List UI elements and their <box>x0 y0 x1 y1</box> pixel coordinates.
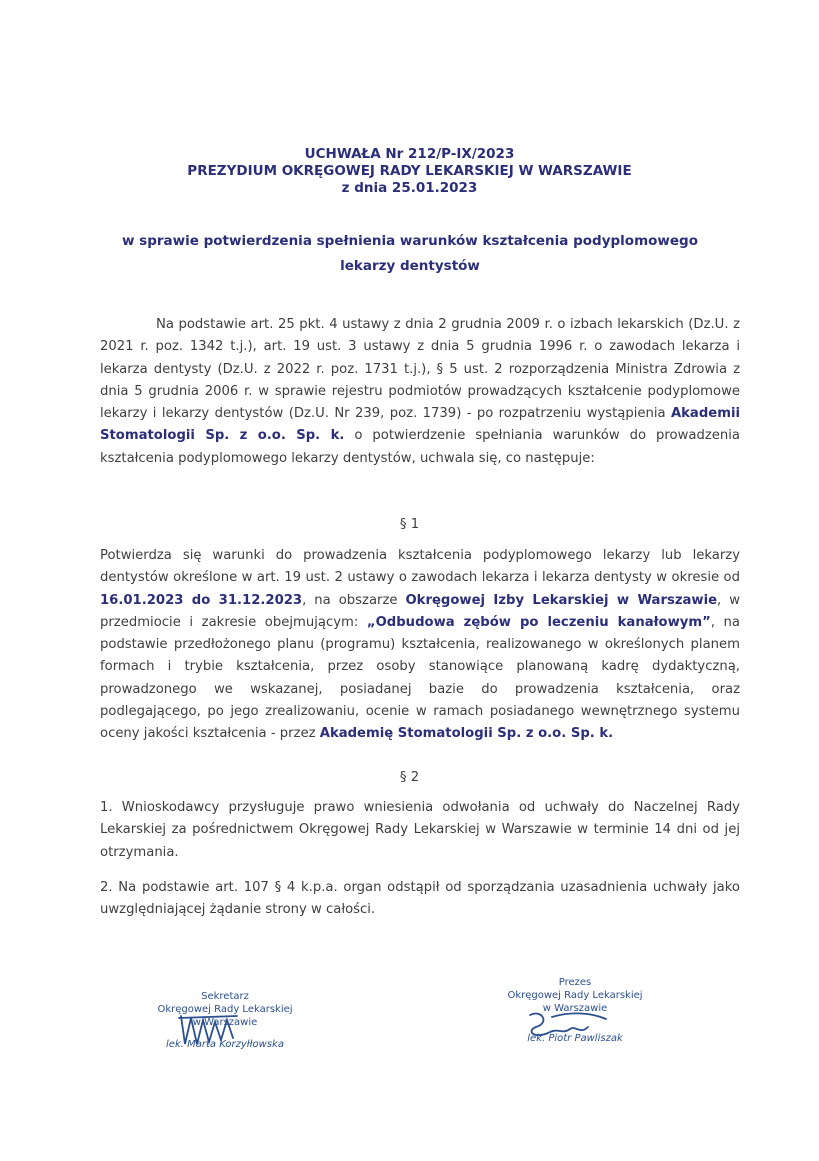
area-name: Okręgowej Izby Lekarskiej w Warszawie <box>405 592 718 608</box>
section-2-item-2: 2. Na podstawie art. 107 § 4 k.p.a. organ odstąpił od sporządzania uzasadnienia uchwały jako uwzględniającej żądanie strony w całości. <box>100 880 740 918</box>
applicant-name: Akademii Stomatologii Sp. z o.o. Sp. k. <box>100 406 740 444</box>
president-body-2: w Warszawie <box>542 1003 608 1014</box>
secretary-name: lek. Marta Korzyłłowska <box>166 1039 284 1050</box>
secretary-handwritten-signature <box>175 1010 255 1050</box>
s1-text-4: , na podstawie przedłożonego planu (programu) kształcenia, realizowanego w określonych planem formach i trybie kształcenia, przez osoby stanowiące planowaną kadrę dydaktyczną, prowadzonego we wskazanej, posiadanej bazie do prowadzenia kształcenia, oraz podlegającego, po jego zrealizowaniu, ocenie w ramach posiadanego wewnętrznego systemu oceny jakości kształcenia - przez <box>100 614 740 742</box>
president-role: Prezes <box>558 977 592 988</box>
resolution-number: UCHWAŁA Nr 212/P-IX/2023 <box>304 146 515 162</box>
secretary-body-2: w Warszawie <box>192 1017 258 1028</box>
provider-name: Akademię Stomatologii Sp. z o.o. Sp. k. <box>319 726 614 742</box>
intro-text-1: Na podstawie art. 25 pkt. 4 ustawy z dnia 2 grudnia 2009 r. o izbach lekarskich (Dz.U. z 2021 r. poz. 1342 t.j.), art. 19 ust. 3 ustawy z dnia 5 grudnia 1996 r. o zawodach lekarza i lekarza dentysty (Dz.U. z 2022 r. poz. 1731 t.j.), § 5 ust. 2 rozporządzenia Ministra Zdrowia z dnia 5 grudnia 2006 r. w sprawie rejestru podmiotów prowadzących kształcenie podyplomowe lekarzy i lekarzy dentystów (Dz.U. Nr 239, poz. 1739) - po rozpatrzeniu wystąpienia <box>100 317 740 422</box>
resolution-header <box>0 146 819 197</box>
president-handwritten-signature <box>522 1005 612 1045</box>
section-1-mark: § 1 <box>399 517 420 532</box>
resolution-subject <box>90 229 730 279</box>
secretary-role: Sekretarz <box>201 991 249 1002</box>
issuing-body: PREZYDIUM OKRĘGOWEJ RADY LEKARSKIEJ W WARSZAWIE <box>187 163 632 179</box>
s1-text-2: , na obszarze <box>302 592 406 608</box>
section-2-item-1: 1. Wnioskodawcy przysługuje prawo wniesienia odwołania od uchwały do Naczelnej Rady Lekarskiej za pośrednictwem Okręgowej Rady Lekarskiej w Warszawie w terminie 14 dni od jej otrzymania. <box>100 800 740 860</box>
president-body-1: Okręgowej Rady Lekarskiej <box>507 990 643 1001</box>
intro-paragraph <box>100 314 740 470</box>
subject-line-2: lekarzy dentystów <box>340 258 480 274</box>
intro-text-2: o potwierdzenie spełniania warunków do prowadzenia kształcenia podyplomowego lekarzy dentystów, uchwala się, co następuje: <box>100 428 740 466</box>
president-name: lek. Piotr Pawliszak <box>527 1033 623 1044</box>
resolution-date: z dnia 25.01.2023 <box>341 180 478 196</box>
course-title: „Odbudowa zębów po leczeniu kanałowym” <box>366 614 711 630</box>
section-1-paragraph <box>100 545 740 746</box>
section-2-mark: § 2 <box>399 770 420 785</box>
s1-text-3: , w przedmiocie i zakresie obejmującym: <box>100 592 741 630</box>
s1-text-1: Potwierdza się warunki do prowadzenia kształcenia podyplomowego lekarzy lub lekarzy dentystów określone w art. 19 ust. 2 ustawy o zawodach lekarza i lekarza dentysty w okresie od <box>100 548 740 586</box>
validity-period: 16.01.2023 do 31.12.2023 <box>100 592 303 608</box>
subject-line-1: w sprawie potwierdzenia spełnienia warunków kształcenia podyplomowego <box>122 233 698 249</box>
secretary-body-1: Okręgowej Rady Lekarskiej <box>157 1004 293 1015</box>
